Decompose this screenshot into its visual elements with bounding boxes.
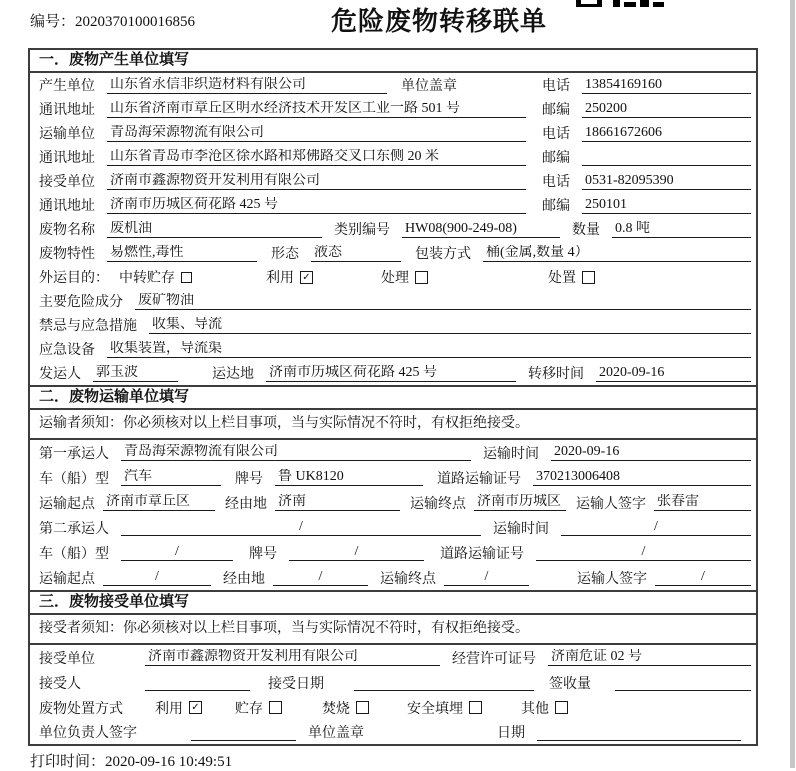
end-value: 济南市历城区: [474, 494, 566, 511]
origin-label: 运输起点: [39, 496, 95, 512]
qr-block: [576, 4, 602, 7]
phone-label: 电话: [542, 175, 570, 190]
head-sign-row: [30, 720, 756, 744]
disposal-option-other: [521, 698, 568, 718]
receiver-address-row: [30, 193, 756, 217]
head-sign-value: [191, 724, 296, 741]
disposal-option-landfill: [407, 698, 482, 718]
producer-row: [30, 73, 756, 97]
section2-header: 二．废物运输单位填写: [30, 385, 756, 410]
equipment-value: 收集装置，导流渠: [107, 341, 751, 358]
taboo-row: [30, 313, 756, 337]
option-label: 利用: [266, 271, 294, 286]
address-value: 山东省青岛市李沧区徐水路和郑佛路交叉口东侧 20 米: [107, 149, 526, 166]
received-qty-value: [615, 674, 751, 691]
receiver-row: [30, 169, 756, 193]
carrier-sign-value: 张春雷: [654, 494, 751, 511]
purpose-option-utilize: [266, 267, 313, 287]
address-left: [39, 195, 542, 215]
checkbox-other: [555, 701, 568, 714]
address-value: 济南市历城区荷花路 425 号: [107, 197, 526, 214]
option-label: 焚烧: [322, 701, 350, 717]
phone-value: 18661672606: [582, 125, 751, 142]
acceptor-row: [30, 670, 756, 695]
trait-label: 废物特性: [39, 247, 95, 262]
zip-value: 250101: [582, 197, 751, 214]
route2-row: [30, 565, 756, 590]
phone-label: 电话: [542, 79, 570, 94]
carrier-sign-label: 运输人签字: [576, 496, 646, 512]
address-left: [39, 99, 542, 119]
disposal-option-utilize: [155, 698, 202, 718]
shipper-value: 郭玉波: [93, 365, 178, 382]
producer-label: 产生单位: [39, 79, 95, 94]
end-label: 运输终点: [410, 496, 466, 512]
shipper-label: 发运人: [39, 367, 81, 382]
form-value: 液态: [311, 245, 401, 262]
carrier1-label: 第一承运人: [39, 446, 109, 462]
equipment-row: [30, 337, 756, 361]
accept-unit-value: 济南市鑫源物资开发利用有限公司: [145, 649, 440, 666]
category-value: HW08(900-249-08): [402, 221, 560, 238]
acceptor-value: [145, 674, 250, 691]
carrier1-value: 青岛海荣源物流有限公司: [121, 444, 471, 461]
permit-label: 经营许可证号: [452, 651, 536, 667]
hazard-value: 废矿物油: [135, 293, 751, 310]
option-label: 贮存: [235, 701, 263, 717]
receiver-label: 接受单位: [39, 175, 95, 190]
print-time-label: 打印时间：: [30, 754, 106, 770]
transport-time-label: 运输时间: [483, 446, 539, 462]
transport-time-value: /: [561, 519, 751, 536]
checkbox-transfer-storage: [181, 272, 192, 283]
page-title: 危险废物转移联单: [331, 7, 548, 36]
road-permit-label: 道路运输证号: [437, 471, 521, 487]
option-label: 安全填埋: [407, 701, 463, 717]
origin-value: 济南市章丘区: [103, 494, 215, 511]
phone-label: 电话: [542, 127, 570, 142]
acceptor-label: 接受人: [39, 676, 81, 692]
print-time-value: 2020-09-16 10:49:51: [105, 754, 233, 770]
packing-value: 桶(金属,数量 4）: [483, 245, 751, 262]
purpose-option-transfer-storage: [119, 267, 192, 287]
scrollbar[interactable]: [790, 0, 795, 768]
carrier-sign-value: /: [655, 569, 751, 586]
disposal-option-incinerate: [322, 698, 369, 718]
accept-unit-row: [30, 645, 756, 670]
via-value: /: [273, 569, 368, 586]
category-label: 类别编号: [334, 223, 390, 238]
road-permit-value: /: [536, 544, 751, 561]
origin-label: 运输起点: [39, 571, 95, 587]
accept-date-value: [354, 674, 534, 691]
option-label: 处置: [548, 271, 576, 286]
option-label: 其他: [521, 701, 549, 717]
permit-value: 济南危证 02 号: [548, 649, 751, 666]
plate-label: 牌号: [249, 546, 277, 562]
zip-value: [582, 149, 751, 166]
purpose-option-treat: [381, 267, 428, 287]
receiver-notice: 接受者须知：你必须核对以上栏目事项，当与实际情况不符时，有权拒绝接受。: [30, 615, 756, 645]
address-left: [39, 147, 542, 167]
road-permit-value: 370213006408: [533, 469, 751, 486]
accept-unit-label: 接受单位: [39, 651, 95, 667]
checkbox-incinerate: [356, 701, 369, 714]
packing-label: 包装方式: [415, 247, 471, 262]
address-label: 通讯地址: [39, 103, 95, 118]
plate-label: 牌号: [235, 471, 263, 487]
waste-name-value: 废机油: [107, 221, 322, 238]
destination-value: 济南市历城区荷花路 425 号: [266, 365, 516, 382]
serial-label: 编号：: [30, 14, 76, 30]
quantity-label: 数量: [572, 223, 600, 238]
disposal-option-store: [235, 698, 282, 718]
transfer-time-label: 转移时间: [528, 367, 584, 382]
checkbox-dispose: [582, 271, 595, 284]
qr-block: [653, 2, 664, 7]
transfer-time-value: 2020-09-16: [596, 365, 751, 382]
transporter-row: [30, 121, 756, 145]
qr-block: [640, 0, 649, 7]
date-value: [537, 724, 741, 741]
transporter-label: 运输单位: [39, 127, 95, 142]
equipment-label: 应急设备: [39, 343, 95, 358]
hazard-label: 主要危险成分: [39, 295, 123, 310]
disposal-row: [30, 695, 756, 720]
road-permit-label: 道路运输证号: [440, 546, 524, 562]
plate-value: 鲁 UK8120: [275, 469, 423, 486]
transport-time-value: 2020-09-16: [551, 444, 751, 461]
producer-left: [39, 75, 542, 95]
shipper-row: [30, 361, 756, 385]
unit-seal-label: 单位盖章: [308, 726, 364, 741]
manifest-form: [28, 48, 758, 746]
transporter-value: 青岛海荣源物流有限公司: [107, 125, 526, 142]
checkbox-landfill: [469, 701, 482, 714]
producer-address-row: [30, 97, 756, 121]
address-label: 通讯地址: [39, 199, 95, 214]
checkbox-treat: [415, 271, 428, 284]
form-label: 形态: [271, 247, 299, 262]
receiver-value: 济南市鑫源物资开发利用有限公司: [107, 173, 526, 190]
address-label: 通讯地址: [39, 151, 95, 166]
receiver-left: [39, 171, 542, 191]
serial-number: [30, 10, 195, 31]
trait-value: 易燃性,毒性: [107, 245, 257, 262]
option-label: 中转贮存: [119, 271, 175, 286]
taboo-value: 收集、导流: [149, 317, 751, 334]
unit-seal-label: 单位盖章: [401, 79, 457, 94]
qr-code-fragment: [576, 0, 668, 8]
taboo-label: 禁忌与应急措施: [39, 319, 137, 334]
vehicle2-row: [30, 540, 756, 565]
transport-time-label: 运输时间: [493, 521, 549, 537]
hazard-row: [30, 289, 756, 313]
zip-label: 邮编: [542, 151, 570, 166]
waste-name-label: 废物名称: [39, 223, 95, 238]
vehicle-type-label: 车（船）型: [39, 471, 109, 487]
phone-value: 0531-82095390: [582, 173, 751, 190]
disposal-label: 废物处置方式: [39, 701, 123, 717]
vehicle-type-label: 车（船）型: [39, 546, 109, 562]
producer-value: 山东省永信非织造材料有限公司: [107, 77, 387, 94]
qr-block: [624, 2, 636, 7]
qr-block: [613, 0, 620, 7]
purpose-option-dispose: [548, 267, 595, 287]
section3-header: 三．废物接受单位填写: [30, 590, 756, 615]
phone-value: 13854169160: [582, 77, 751, 94]
section1-header: 一．废物产生单位填写: [30, 50, 756, 73]
zip-label: 邮编: [542, 199, 570, 214]
end-label: 运输终点: [380, 571, 436, 587]
route1-row: [30, 490, 756, 515]
purpose-label: 外运目的：: [39, 271, 109, 286]
via-label: 经由地: [223, 571, 265, 587]
date-label: 日期: [497, 726, 525, 741]
waste-trait-row: [30, 241, 756, 265]
vehicle-type-value: 汽车: [121, 469, 221, 486]
option-label: 处理: [381, 271, 409, 286]
option-label: 利用: [155, 701, 183, 717]
plate-value: /: [289, 544, 424, 561]
checkbox-store: [269, 701, 282, 714]
waste-name-row: [30, 217, 756, 241]
origin-value: /: [103, 569, 211, 586]
vehicle1-row: [30, 465, 756, 490]
received-qty-label: 签收量: [549, 676, 591, 692]
end-value: /: [444, 569, 529, 586]
transporter-address-row: [30, 145, 756, 169]
head-sign-label: 单位负责人签字: [39, 726, 137, 741]
carrier2-label: 第二承运人: [39, 521, 109, 537]
transporter-left: [39, 123, 542, 143]
via-value: 济南: [275, 494, 400, 511]
zip-label: 邮编: [542, 103, 570, 118]
via-label: 经由地: [225, 496, 267, 512]
purpose-row: [30, 265, 756, 289]
carrier2-value: /: [121, 519, 481, 536]
destination-label: 运达地: [212, 367, 254, 382]
quantity-value: 0.8 吨: [612, 221, 751, 238]
checkbox-utilize: ✓: [300, 271, 313, 284]
carrier-sign-label: 运输人签字: [577, 571, 647, 587]
address-value: 山东省济南市章丘区明水经济技术开发区工业一路 501 号: [107, 101, 526, 118]
vehicle-type-value: /: [121, 544, 233, 561]
carrier1-row: [30, 440, 756, 465]
checkbox-utilize: ✓: [189, 701, 202, 714]
transporter-notice: 运输者须知：你必须核对以上栏目事项，当与实际情况不符时，有权拒绝接受。: [30, 410, 756, 440]
serial-value: 2020370100016856: [75, 14, 196, 30]
carrier2-row: [30, 515, 756, 540]
zip-value: 250200: [582, 101, 751, 118]
accept-date-label: 接受日期: [268, 676, 324, 692]
